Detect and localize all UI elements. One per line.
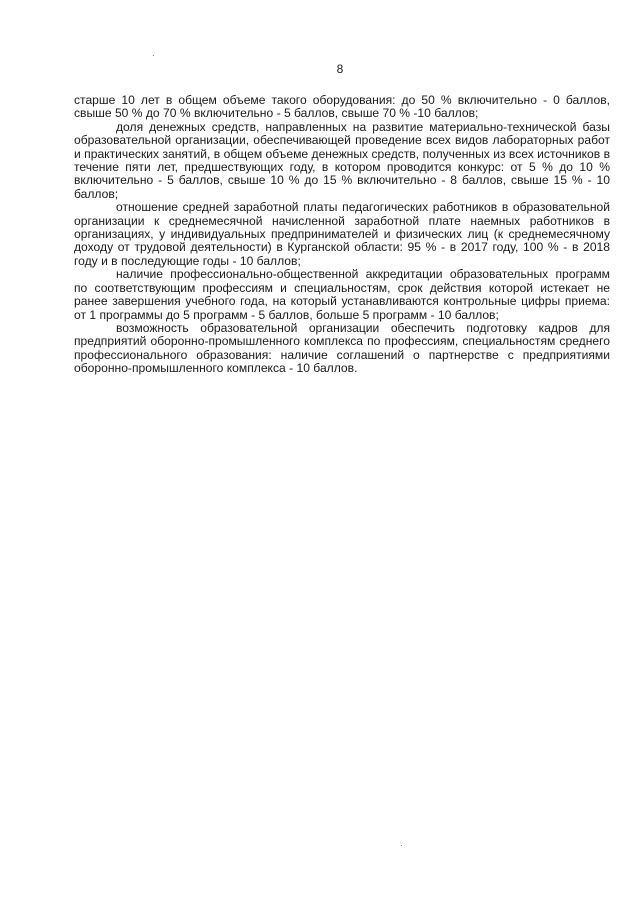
- document-body: [74, 94, 610, 376]
- paragraph-equipment-age: старше 10 лет в общем объеме такого оборудования: до 50 % включительно - 0 баллов, свыше 50 % до 70 % включительно - 5 баллов, свыше 70 % -10 баллов;: [74, 93, 610, 121]
- paragraph-salary-ratio: отношение средней заработной платы педагогических работников в образовательной организации к среднемесячной начисленной заработной плате наемных работников в организациях, у индивидуальных предпринимателей и физических лиц (к среднемесячному доходу от трудовой деятельности) в Курганской области: 95 % - в 2017 году, 100 % - в 2018 году и в последующие годы - 10 баллов;: [74, 200, 610, 268]
- paragraph-defense-industry: возможность образовательной организации обеспечить подготовку кадров для предприятий оборонно-промышленного комплекса по профессиям, специальностям среднего профессионального образования: наличие соглашений о партнерстве с предприятиями оборонно-промышленного комплекса - 10 баллов.: [74, 320, 610, 376]
- paragraph-funds-share: доля денежных средств, направленных на развитие материально-технической базы образовательной организации, обеспечивающей проведение всех видов лабораторных работ и практических занятий, в общем объеме денежных средств, полученных из всех источников в течение пяти лет, предшествующих году, в котором проводится конкурс: от 5 % до 10 % включительно - 5 баллов, свыше 10 % до 15 % включительно - 8 баллов, свыше 15 % - 10 баллов;: [74, 119, 610, 201]
- scan-speck: [401, 845, 402, 846]
- paragraph-accreditation: наличие профессионально-общественной аккредитации образовательных программ по соответствующим профессиям и специальностям, срок действия которой истекает не ранее завершения учебного года, на который устанавливаются контрольные цифры приема: от 1 программы до 5 программ - 5 баллов, больше 5 программ - 10 баллов;: [74, 267, 610, 322]
- scan-speck: [153, 55, 154, 56]
- page-number: 8: [336, 62, 344, 76]
